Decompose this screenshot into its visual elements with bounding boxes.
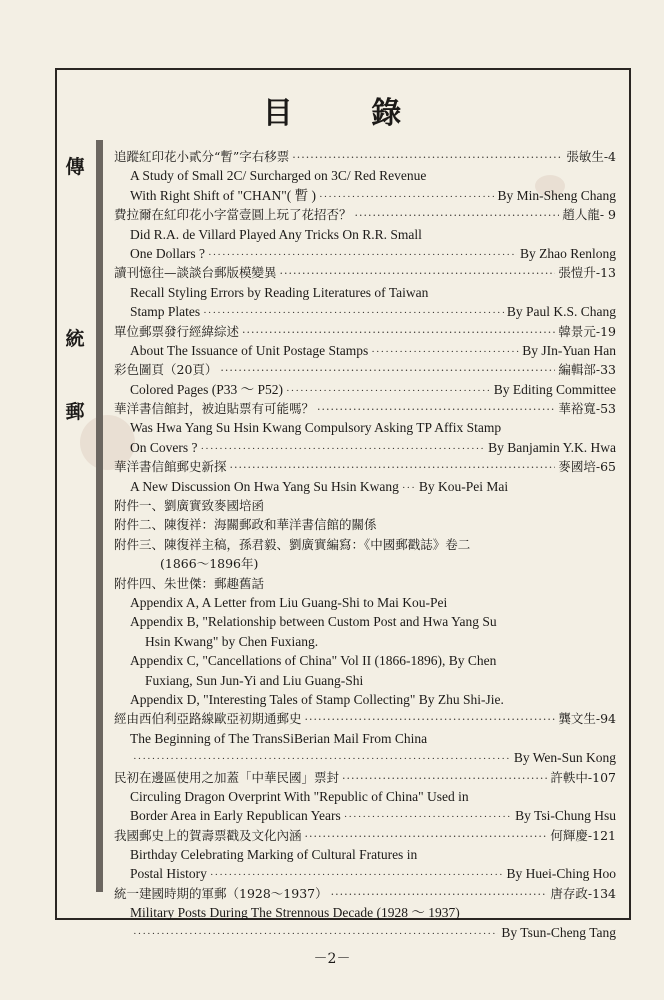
toc-entry-en: Recall Styling Errors by Reading Literatures of Taiwan: [130, 284, 429, 300]
toc-entry-en: Military Posts During The Strennous Decade (1928 ～ 1937): [130, 905, 460, 921]
toc-entry-en: On Covers ? ····· By Banjamin Y.K. Hwa: [114, 438, 616, 457]
toc-entry-en: Did R.A. de Villard Played Any Tricks On R.R. Small: [130, 226, 422, 242]
toc-entry-en: With Right Shift of "CHAN"( 暫 ) ····· By Min-Sheng Chang: [114, 186, 616, 205]
side-label-char: 傳: [65, 156, 85, 178]
appendix-en: Appendix A, A Letter from Liu Guang-Shi to Mai Kou-Pei: [130, 594, 448, 610]
appendix-zh: 附件二、陳復祥：海關郵政和華洋書信館的關係: [114, 517, 377, 533]
toc-entry-zh[interactable]: 民初在邊區使用之加蓋「中華民國」票封 ····· 許軼中-107: [114, 768, 616, 787]
toc-entry-en: ····· By Tsun-Cheng Tang: [114, 923, 616, 942]
table-of-contents: [114, 147, 616, 942]
toc-entry-en: The Beginning of The TransSiBerian Mail From China: [130, 730, 428, 746]
toc-entry-zh[interactable]: 單位郵票發行經緯綜述 ····· 韓景元-19: [114, 322, 616, 341]
toc-entry-zh[interactable]: 費拉爾在紅印花小字當壹圓上玩了花招否？ ····· 趙人龍- 9: [114, 205, 616, 224]
appendix-zh: 附件一、劉廣實致麥國培函: [114, 498, 265, 514]
toc-entry-en: A New Discussion On Hwa Yang Su Hsin Kwang ····· By Kou-Pei Mai: [114, 477, 616, 496]
appendix-en: Appendix D, "Interesting Tales of Stamp Collecting" By Zhu Shi-Jie.: [130, 691, 504, 707]
toc-entry-zh[interactable]: 經由西伯利亞路線歐亞初期通郵史 ····· 龔文生-94: [114, 709, 616, 728]
appendix-en: Hsin Kwang" by Chen Fuxiang.: [145, 633, 319, 649]
page-title: 目 錄: [262, 96, 436, 131]
toc-entry-zh[interactable]: 統一建國時期的軍郵（1928～1937） ····· 唐存政-134: [114, 884, 616, 903]
toc-entry-zh[interactable]: 華洋書信館郵史新探 ····· 麥國培-65: [114, 457, 616, 476]
toc-entry-zh[interactable]: 我國郵史上的賀壽票戳及文化內涵 ····· 何輝慶-121: [114, 826, 616, 845]
toc-entry-en: Postal History ····· By Huei-Ching Hoo: [114, 864, 616, 883]
appendix-zh: (1866～1896年): [160, 556, 259, 572]
toc-entry-en: Circuling Dragon Overprint With "Republic of China" Used in: [130, 788, 469, 804]
toc-entry-en: Border Area in Early Republican Years ····· By Tsi-Chung Hsu: [114, 806, 616, 825]
appendix-zh: 附件三、陳復祥主稿，孫君毅、劉廣實編寫：《中國郵戳誌》卷二: [114, 536, 471, 552]
side-label-char: 統: [65, 328, 85, 350]
toc-entry-en: Was Hwa Yang Su Hsin Kwang Compulsory Asking TP Affix Stamp: [130, 420, 502, 436]
appendix-en: Appendix C, "Cancellations of China" Vol II (1866-1896), By Chen: [130, 653, 497, 669]
toc-entry-en: ····· By Wen-Sun Kong: [114, 748, 616, 767]
appendix-en: Fuxiang, Sun Jun-Yi and Liu Guang-Shi: [145, 672, 364, 688]
toc-entry-en: A Study of Small 2C/ Surcharged on 3C/ Red Revenue: [130, 168, 427, 184]
toc-entry-en: Birthday Celebrating Marking of Cultural Fratures in: [130, 847, 418, 863]
toc-entry-zh[interactable]: 華洋書信館封，被迫貼票有可能嗎？ ····· 華裕寬-53: [114, 399, 616, 418]
toc-entry-en: Stamp Plates ····· By Paul K.S. Chang: [114, 302, 616, 321]
section-sidebar-bar: [96, 140, 103, 892]
side-label-char: 郵: [65, 401, 85, 423]
toc-entry-zh[interactable]: 彩色圖頁（20頁） ····· 編輯部-33: [114, 360, 616, 379]
page-number: －2－: [313, 951, 351, 967]
toc-entry-zh[interactable]: 追蹤紅印花小貳分“暫”字右移票 ····· 張敏生-4: [114, 147, 616, 166]
appendix-zh: 附件四、朱世傑：郵趣舊話: [114, 575, 265, 591]
toc-entry-zh[interactable]: 讀刊憶往—談談台郵版模變異 ····· 張愷升-13: [114, 263, 616, 282]
toc-entry-en: Colored Pages (P33 ～ P52) ····· By Editing Committee: [114, 380, 616, 399]
toc-entry-en: One Dollars ? ····· By Zhao Renlong: [114, 244, 616, 263]
appendix-en: Appendix B, "Relationship between Custom Post and Hwa Yang Su: [130, 614, 497, 630]
toc-entry-en: About The Issuance of Unit Postage Stamps ····· By JIn-Yuan Han: [114, 341, 616, 360]
